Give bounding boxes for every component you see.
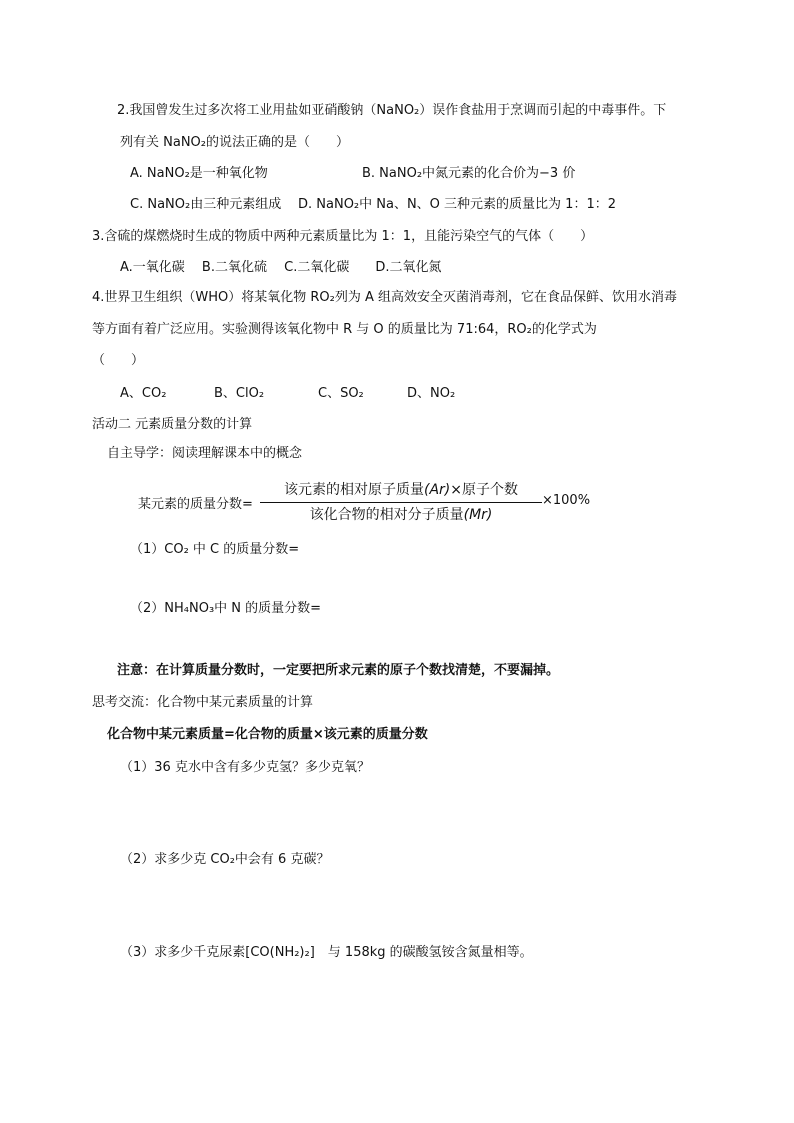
- problem-3: （3）求多少千克尿素[CO(NH₂)₂] 与 158kg 的碳酸氢铵含氮量相等。: [120, 945, 533, 960]
- example-2: （2）NH₄NO₃中 N 的质量分数=: [130, 601, 322, 616]
- problem-1: （1）36 克水中含有多少克氢？多少克氧？: [120, 760, 370, 775]
- q2-line2: 列有关 NaNO₂的说法正确的是（ ）: [120, 135, 349, 150]
- formula-label: 某元素的质量分数=: [138, 497, 253, 512]
- q4-line3: （ ）: [92, 353, 145, 368]
- exchange-rule: 化合物中某元素质量=化合物的质量×该元素的质量分数: [107, 727, 428, 742]
- q3-options: A.一氧化碳 B.二氧化硫 C.二氧化碳 D.二氧化氮: [120, 260, 442, 275]
- q4-option-a: A、CO₂: [120, 386, 167, 401]
- q4-line2: 等方面有着广泛应用。实验测得该氧化物中 R 与 O 的质量比为 71:64，RO₂的化学式为: [92, 322, 597, 337]
- q2-option-d: D. NaNO₂中 Na、N、O 三种元素的质量比为 1：1：2: [298, 197, 616, 212]
- activity2-guide: 自主导学：阅读理解课本中的概念: [107, 446, 303, 461]
- fraction-bar: [260, 502, 542, 503]
- q2-line1: 2.我国曾发生过多次将工业用盐如亚硝酸钠（NaNO₂）误作食盐用于烹调而引起的中毒事件。下: [117, 103, 667, 118]
- formula-fraction: [260, 480, 542, 525]
- q2-option-b: B. NaNO₂中氮元素的化合价为−3 价: [362, 166, 576, 181]
- formula-denominator: 该化合物的相对分子质量(Mr): [309, 507, 493, 523]
- formula-numerator: 该元素的相对原子质量(Ar)×原子个数: [284, 482, 518, 498]
- q4-option-c: C、SO₂: [318, 386, 364, 401]
- q3-stem: 3.含硫的煤燃烧时生成的物质中两种元素质量比为 1：1，且能污染空气的气体（ ）: [92, 229, 594, 244]
- q4-option-d: D、NO₂: [407, 386, 456, 401]
- note: 注意：在计算质量分数时，一定要把所求元素的原子个数找清楚，不要漏掉。: [117, 663, 560, 678]
- q4-option-b: B、ClO₂: [214, 386, 265, 401]
- q4-line1: 4.世界卫生组织（WHO）将某氧化物 RO₂列为 A 组高效安全灭菌消毒剂，它在食品保鲜、饮用水消毒: [92, 290, 678, 305]
- problem-2: （2）求多少克 CO₂中会有 6 克碳？: [120, 852, 330, 867]
- q2-option-a: A. NaNO₂是一种氧化物: [130, 166, 268, 181]
- example-1: （1）CO₂ 中 C 的质量分数=: [130, 542, 300, 557]
- activity2-title: 活动二 元素质量分数的计算: [92, 417, 253, 432]
- mass-fraction-formula: [138, 480, 608, 530]
- exchange-title: 思考交流：化合物中某元素质量的计算: [92, 695, 314, 710]
- q2-option-c: C. NaNO₂由三种元素组成: [130, 197, 282, 212]
- formula-multiplier: ×100%: [542, 493, 591, 508]
